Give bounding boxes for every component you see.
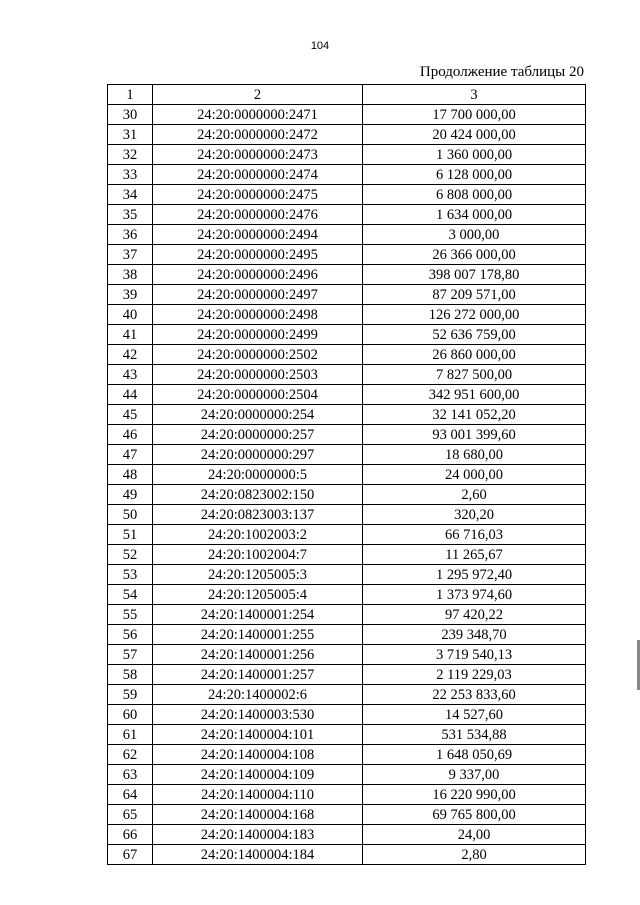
- row-number-cell: 46: [108, 425, 153, 445]
- value-cell: 93 001 399,60: [363, 425, 586, 445]
- cadastral-number-cell: 24:20:0000000:2499: [153, 325, 363, 345]
- table-row: [108, 205, 586, 225]
- value-cell: 87 209 571,00: [363, 285, 586, 305]
- row-number-cell: 58: [108, 665, 153, 685]
- value-cell: 24 000,00: [363, 465, 586, 485]
- row-number-cell: 66: [108, 825, 153, 845]
- table-row: [108, 605, 586, 625]
- table-row: [108, 405, 586, 425]
- cadastral-number-cell: 24:20:1400004:184: [153, 845, 363, 865]
- cadastral-number-cell: 24:20:1400001:256: [153, 645, 363, 665]
- table-row: [108, 365, 586, 385]
- value-cell: 97 420,22: [363, 605, 586, 625]
- cadastral-number-cell: 24:20:1002003:2: [153, 525, 363, 545]
- table-row: [108, 545, 586, 565]
- table-row: [108, 385, 586, 405]
- value-cell: 16 220 990,00: [363, 785, 586, 805]
- row-number-cell: 44: [108, 385, 153, 405]
- cadastral-number-cell: 24:20:1400004:101: [153, 725, 363, 745]
- value-cell: 2,60: [363, 485, 586, 505]
- cadastral-number-cell: 24:20:1400003:530: [153, 705, 363, 725]
- cadastral-number-cell: 24:20:0000000:254: [153, 405, 363, 425]
- cadastral-number-cell: 24:20:0000000:5: [153, 465, 363, 485]
- cadastral-number-cell: 24:20:1400001:255: [153, 625, 363, 645]
- row-number-cell: 30: [108, 105, 153, 125]
- value-cell: 1 648 050,69: [363, 745, 586, 765]
- cadastral-number-cell: 24:20:1400004:108: [153, 745, 363, 765]
- row-number-cell: 34: [108, 185, 153, 205]
- row-number-cell: 40: [108, 305, 153, 325]
- table-row: [108, 125, 586, 145]
- cadastral-number-cell: 24:20:1400002:6: [153, 685, 363, 705]
- cadastral-number-cell: 24:20:0000000:257: [153, 425, 363, 445]
- cadastral-number-cell: 24:20:1400001:257: [153, 665, 363, 685]
- row-number-cell: 41: [108, 325, 153, 345]
- table-row: [108, 705, 586, 725]
- value-cell: 1 634 000,00: [363, 205, 586, 225]
- header-cell: 1: [108, 85, 153, 105]
- header-cell: 2: [153, 85, 363, 105]
- table-row: [108, 625, 586, 645]
- row-number-cell: 55: [108, 605, 153, 625]
- cadastral-number-cell: 24:20:0000000:2497: [153, 285, 363, 305]
- value-cell: 6 808 000,00: [363, 185, 586, 205]
- value-cell: 20 424 000,00: [363, 125, 586, 145]
- row-number-cell: 47: [108, 445, 153, 465]
- table-row: [108, 485, 586, 505]
- table-row: [108, 245, 586, 265]
- value-cell: 22 253 833,60: [363, 685, 586, 705]
- row-number-cell: 61: [108, 725, 153, 745]
- value-cell: 239 348,70: [363, 625, 586, 645]
- row-number-cell: 54: [108, 585, 153, 605]
- row-number-cell: 39: [108, 285, 153, 305]
- cadastral-number-cell: 24:20:0000000:2472: [153, 125, 363, 145]
- row-number-cell: 60: [108, 705, 153, 725]
- value-cell: 1 295 972,40: [363, 565, 586, 585]
- value-cell: 69 765 800,00: [363, 805, 586, 825]
- row-number-cell: 35: [108, 205, 153, 225]
- cadastral-number-cell: 24:20:0000000:2503: [153, 365, 363, 385]
- row-number-cell: 42: [108, 345, 153, 365]
- table-row: [108, 325, 586, 345]
- row-number-cell: 36: [108, 225, 153, 245]
- value-cell: 3 719 540,13: [363, 645, 586, 665]
- table-row: [108, 805, 586, 825]
- row-number-cell: 59: [108, 685, 153, 705]
- value-cell: 2,80: [363, 845, 586, 865]
- cadastral-number-cell: 24:20:1205005:3: [153, 565, 363, 585]
- table-row: [108, 825, 586, 845]
- row-number-cell: 48: [108, 465, 153, 485]
- cadastral-number-cell: 24:20:0000000:2471: [153, 105, 363, 125]
- row-number-cell: 51: [108, 525, 153, 545]
- cadastral-number-cell: 24:20:0000000:2495: [153, 245, 363, 265]
- row-number-cell: 31: [108, 125, 153, 145]
- table-row: [108, 785, 586, 805]
- row-number-cell: 45: [108, 405, 153, 425]
- table-row: [108, 165, 586, 185]
- header-row: [108, 85, 586, 105]
- table-row: [108, 845, 586, 865]
- value-cell: 26 366 000,00: [363, 245, 586, 265]
- table-row: [108, 305, 586, 325]
- table-row: [108, 505, 586, 525]
- row-number-cell: 57: [108, 645, 153, 665]
- cadastral-number-cell: 24:20:1400004:109: [153, 765, 363, 785]
- row-number-cell: 64: [108, 785, 153, 805]
- cadastral-number-cell: 24:20:0000000:2498: [153, 305, 363, 325]
- table-row: [108, 285, 586, 305]
- table-row: [108, 585, 586, 605]
- value-cell: 398 007 178,80: [363, 265, 586, 285]
- row-number-cell: 38: [108, 265, 153, 285]
- cadastral-number-cell: 24:20:0823002:150: [153, 485, 363, 505]
- value-cell: 342 951 600,00: [363, 385, 586, 405]
- value-cell: 320,20: [363, 505, 586, 525]
- row-number-cell: 63: [108, 765, 153, 785]
- table-row: [108, 665, 586, 685]
- row-number-cell: 53: [108, 565, 153, 585]
- row-number-cell: 62: [108, 745, 153, 765]
- table-row: [108, 265, 586, 285]
- value-cell: 66 716,03: [363, 525, 586, 545]
- table-row: [108, 525, 586, 545]
- table-row: [108, 765, 586, 785]
- header-cell: 3: [363, 85, 586, 105]
- row-number-cell: 37: [108, 245, 153, 265]
- table-row: [108, 185, 586, 205]
- table-row: [108, 225, 586, 245]
- row-number-cell: 32: [108, 145, 153, 165]
- cadastral-number-cell: 24:20:0000000:297: [153, 445, 363, 465]
- value-cell: 2 119 229,03: [363, 665, 586, 685]
- row-number-cell: 56: [108, 625, 153, 645]
- row-number-cell: 52: [108, 545, 153, 565]
- cadastral-number-cell: 24:20:0000000:2502: [153, 345, 363, 365]
- table-row: [108, 685, 586, 705]
- cadastral-number-cell: 24:20:0823003:137: [153, 505, 363, 525]
- value-cell: 24,00: [363, 825, 586, 845]
- row-number-cell: 43: [108, 365, 153, 385]
- row-number-cell: 67: [108, 845, 153, 865]
- value-cell: 17 700 000,00: [363, 105, 586, 125]
- value-cell: 3 000,00: [363, 225, 586, 245]
- cadastral-number-cell: 24:20:0000000:2475: [153, 185, 363, 205]
- row-number-cell: 49: [108, 485, 153, 505]
- table-row: [108, 445, 586, 465]
- cadastral-number-cell: 24:20:0000000:2504: [153, 385, 363, 405]
- table-row: [108, 105, 586, 125]
- table-row: [108, 745, 586, 765]
- value-cell: 26 860 000,00: [363, 345, 586, 365]
- value-cell: 531 534,88: [363, 725, 586, 745]
- cadastral-number-cell: 24:20:0000000:2494: [153, 225, 363, 245]
- data-table: [107, 84, 586, 865]
- table-row: [108, 345, 586, 365]
- value-cell: 32 141 052,20: [363, 405, 586, 425]
- page-number: 104: [310, 40, 330, 52]
- cadastral-number-cell: 24:20:0000000:2473: [153, 145, 363, 165]
- cadastral-number-cell: 24:20:1400004:168: [153, 805, 363, 825]
- value-cell: 18 680,00: [363, 445, 586, 465]
- table-row: [108, 565, 586, 585]
- row-number-cell: 65: [108, 805, 153, 825]
- table-caption: Продолжение таблицы 20: [419, 64, 584, 80]
- cadastral-number-cell: 24:20:0000000:2476: [153, 205, 363, 225]
- cadastral-number-cell: 24:20:1400004:183: [153, 825, 363, 845]
- table-row: [108, 425, 586, 445]
- value-cell: 1 373 974,60: [363, 585, 586, 605]
- cadastral-number-cell: 24:20:0000000:2474: [153, 165, 363, 185]
- table-row: [108, 645, 586, 665]
- value-cell: 9 337,00: [363, 765, 586, 785]
- cadastral-number-cell: 24:20:1002004:7: [153, 545, 363, 565]
- value-cell: 1 360 000,00: [363, 145, 586, 165]
- cadastral-number-cell: 24:20:1400001:254: [153, 605, 363, 625]
- cadastral-number-cell: 24:20:1205005:4: [153, 585, 363, 605]
- value-cell: 6 128 000,00: [363, 165, 586, 185]
- row-number-cell: 50: [108, 505, 153, 525]
- table-row: [108, 725, 586, 745]
- table-row: [108, 145, 586, 165]
- value-cell: 14 527,60: [363, 705, 586, 725]
- value-cell: 52 636 759,00: [363, 325, 586, 345]
- row-number-cell: 33: [108, 165, 153, 185]
- value-cell: 126 272 000,00: [363, 305, 586, 325]
- value-cell: 11 265,67: [363, 545, 586, 565]
- value-cell: 7 827 500,00: [363, 365, 586, 385]
- cadastral-number-cell: 24:20:0000000:2496: [153, 265, 363, 285]
- cadastral-number-cell: 24:20:1400004:110: [153, 785, 363, 805]
- table-row: [108, 465, 586, 485]
